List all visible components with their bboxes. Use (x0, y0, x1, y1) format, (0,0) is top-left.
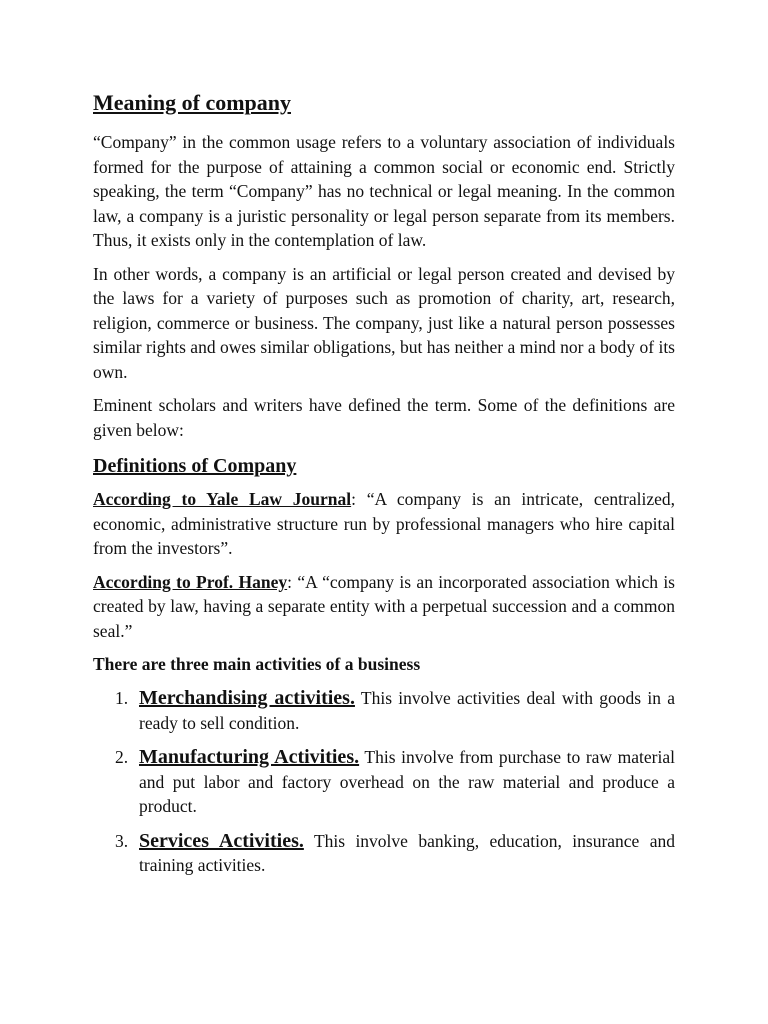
document-page (93, 86, 675, 888)
definitions-heading: Definitions of Company (93, 455, 297, 477)
list-item-text: This involve from purchase to raw material and put labor and factory overhead on the raw material and produce a product. (139, 747, 676, 816)
definition-haney-text: : “A “company is an incorporated association which is created by law, having a separate entity with a perpetual succession and a common seal.” (93, 571, 675, 641)
list-item (93, 745, 675, 819)
list-item-title: Merchandising activities. (139, 687, 355, 709)
activities-heading: There are three main activities of a business (93, 654, 421, 674)
list-item-number: 1. (115, 688, 129, 708)
list-item-number: 3. (115, 830, 129, 851)
list-item-text: This involve activities deal with goods in a ready to sell condition. (139, 688, 675, 733)
definition-yale-text: : “A company is an intricate, centralized, economic, administrative structure run by professional managers who hire capital from the investors”. (93, 489, 675, 558)
paragraph-eminent-scholars: Eminent scholars and writers have defined the term. Some of the definitions are given below: (93, 395, 675, 440)
definition-haney-lead: According to Prof. Haney (93, 571, 288, 592)
list-item (93, 686, 675, 735)
paragraph-definition-common-usage: “Company” in the common usage refers to a voluntary association of individuals formed for the purpose of attaining a common social or economic end. Strictly speaking, the term “Company” has no technical or legal meaning. In the common law, a company is a juristic personality or legal person separate from its members. Thus, it exists only in the contemplation of law. (93, 132, 675, 250)
list-item-text: This involve banking, education, insurance and training activities. (139, 830, 675, 875)
activities-list (93, 686, 675, 878)
list-item-title: Manufacturing Activities. (139, 746, 360, 768)
definition-haney (93, 570, 675, 644)
page-title: Meaning of company (93, 90, 291, 115)
definition-yale-lead: According to Yale Law Journal (93, 489, 352, 509)
paragraph-other-words: In other words, a company is an artificial or legal person created and devised by the laws for a variety of purposes such as promotion of charity, art, research, religion, commerce or business. The company, just like a natural person possesses similar rights and owes similar obligations, but has neither a mind nor a body of its own. (93, 263, 675, 382)
list-item-number: 2. (115, 747, 129, 767)
list-item (93, 829, 675, 878)
list-item-title: Services Activities. (139, 829, 304, 852)
definition-yale (93, 487, 675, 561)
